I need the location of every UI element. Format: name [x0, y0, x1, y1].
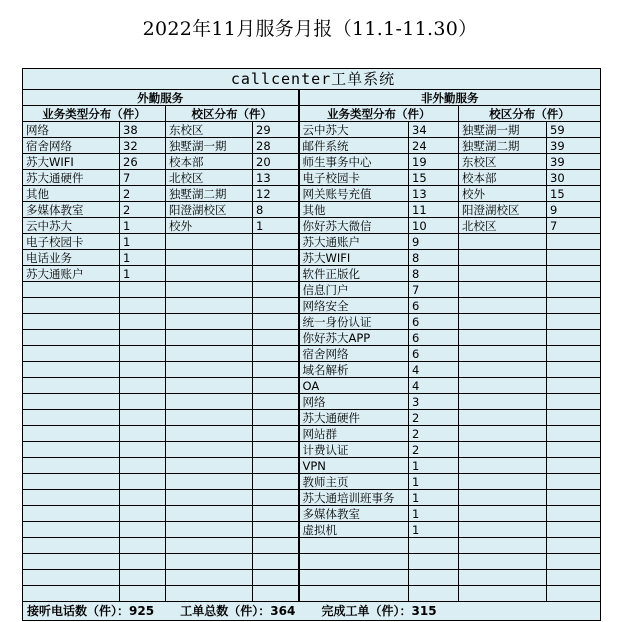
nonfield-campus-count-cell	[547, 522, 601, 538]
nonfield-type-count-cell: 6	[409, 314, 459, 330]
field-campus-count-cell: 8	[253, 202, 299, 218]
nonfield-campus-count-cell	[547, 330, 601, 346]
field-type-name-cell	[23, 570, 120, 586]
table-row	[23, 570, 601, 586]
field-campus-count-cell	[253, 506, 299, 522]
field-type-name-cell	[23, 458, 120, 474]
field-campus-name-cell: 校外	[166, 218, 253, 234]
field-campus-name-cell	[166, 410, 253, 426]
table-row	[23, 586, 601, 602]
nonfield-type-count-cell: 8	[409, 266, 459, 282]
nonfield-type-count-cell: 6	[409, 346, 459, 362]
field-type-count-cell	[120, 474, 166, 490]
table-row	[23, 394, 601, 410]
field-campus-name-cell	[166, 282, 253, 298]
field-type-count-cell	[120, 394, 166, 410]
nonfield-campus-count-cell	[547, 586, 601, 602]
nonfield-type-count-cell: 6	[409, 298, 459, 314]
field-type-count-cell: 38	[120, 122, 166, 138]
nonfield-campus-count-cell	[547, 570, 601, 586]
field-type-name-cell	[23, 394, 120, 410]
nonfield-campus-name-cell	[459, 282, 547, 298]
column-header-row	[23, 106, 601, 122]
tickets-value: 364	[270, 604, 296, 618]
nonfield-type-name-cell: 苏大通账户	[299, 234, 409, 250]
field-campus-name-cell	[166, 506, 253, 522]
nonfield-type-name-cell: 邮件系统	[299, 138, 409, 154]
nonfield-type-count-cell	[409, 586, 459, 602]
nonfield-type-count-cell: 7	[409, 282, 459, 298]
field-type-name-cell	[23, 442, 120, 458]
nonfield-type-count-cell: 24	[409, 138, 459, 154]
field-type-count-cell: 32	[120, 138, 166, 154]
field-type-count-cell	[120, 378, 166, 394]
table-row	[23, 458, 601, 474]
nonfield-campus-count-cell	[547, 282, 601, 298]
field-campus-count-cell	[253, 586, 299, 602]
field-campus-name-cell	[166, 458, 253, 474]
field-campus-name-cell	[166, 346, 253, 362]
done-label: 完成工单（件）：	[321, 604, 412, 618]
field-campus-name-cell	[166, 298, 253, 314]
field-campus-name-cell	[166, 234, 253, 250]
nonfield-type-count-cell: 2	[409, 410, 459, 426]
nonfield-type-name-cell: OA	[299, 378, 409, 394]
field-type-count-cell	[120, 410, 166, 426]
field-campus-count-cell	[253, 298, 299, 314]
table-row	[23, 122, 601, 138]
field-type-count-cell: 1	[120, 266, 166, 282]
nonfield-type-name-cell: 计费认证	[299, 442, 409, 458]
field-campus-count-cell	[253, 314, 299, 330]
system-title-row	[23, 69, 601, 90]
nonfield-campus-name-cell	[459, 426, 547, 442]
field-type-count-cell: 7	[120, 170, 166, 186]
nonfield-type-name-cell	[299, 586, 409, 602]
nonfield-type-count-cell	[409, 554, 459, 570]
field-campus-count-cell	[253, 282, 299, 298]
field-type-count-cell	[120, 314, 166, 330]
nonfield-type-name-cell: 其他	[299, 202, 409, 218]
field-type-count-cell	[120, 442, 166, 458]
field-campus-name-cell: 独墅湖二期	[166, 186, 253, 202]
field-campus-count-cell	[253, 346, 299, 362]
field-campus-name-cell: 东校区	[166, 122, 253, 138]
nonfield-campus-count-cell	[547, 474, 601, 490]
nonfield-type-count-cell: 6	[409, 330, 459, 346]
field-type-name-cell: 宿舍网络	[23, 138, 120, 154]
field-type-name-cell	[23, 298, 120, 314]
nonfield-campus-name-cell	[459, 330, 547, 346]
field-type-count-cell	[120, 362, 166, 378]
nonfield-campus-count-cell	[547, 506, 601, 522]
table-row	[23, 282, 601, 298]
field-campus-count-cell	[253, 410, 299, 426]
field-campus-name-cell	[166, 554, 253, 570]
table-row	[23, 410, 601, 426]
nonfield-type-name-cell: 苏大WIFI	[299, 250, 409, 266]
nonfield-type-name-cell: 网络安全	[299, 298, 409, 314]
nonfield-type-name-cell: 信息门户	[299, 282, 409, 298]
table-row	[23, 218, 601, 234]
field-campus-name-cell	[166, 474, 253, 490]
field-campus-count-cell: 12	[253, 186, 299, 202]
field-campus-name-cell	[166, 250, 253, 266]
nonfield-campus-name-cell	[459, 250, 547, 266]
nonfield-campus-count-cell	[547, 298, 601, 314]
table-row	[23, 330, 601, 346]
table-row	[23, 490, 601, 506]
field-type-name-cell	[23, 362, 120, 378]
table-row	[23, 186, 601, 202]
nonfield-campus-name-cell	[459, 474, 547, 490]
report-title: 2022年11月服务月报（11.1-11.30）	[142, 18, 478, 40]
nonfield-type-count-cell: 2	[409, 442, 459, 458]
field-campus-name-cell	[166, 266, 253, 282]
nonfield-campus-name-cell: 东校区	[459, 154, 547, 170]
nonfield-campus-name-cell	[459, 458, 547, 474]
field-type-name-cell: 云中苏大	[23, 218, 120, 234]
field-campus-count-cell	[253, 474, 299, 490]
field-campus-name-cell	[166, 586, 253, 602]
nonfield-campus-name-cell	[459, 554, 547, 570]
done-value: 315	[411, 604, 437, 618]
nonfield-type-count-cell: 34	[409, 122, 459, 138]
footer-summary	[23, 602, 601, 621]
field-campus-name-cell	[166, 362, 253, 378]
nonfield-type-name-cell	[299, 538, 409, 554]
nonfield-type-name-cell: 域名解析	[299, 362, 409, 378]
table-row	[23, 378, 601, 394]
nonfield-campus-count-cell	[547, 362, 601, 378]
nonfield-type-count-cell: 2	[409, 426, 459, 442]
field-type-name-cell	[23, 586, 120, 602]
table-row	[23, 154, 601, 170]
field-type-name-cell: 电话业务	[23, 250, 120, 266]
field-campus-count-cell	[253, 266, 299, 282]
field-campus-count-cell	[253, 522, 299, 538]
table-row	[23, 522, 601, 538]
field-campus-name-cell	[166, 314, 253, 330]
field-type-name-cell: 其他	[23, 186, 120, 202]
field-type-count-cell	[120, 570, 166, 586]
nonfield-type-count-cell: 4	[409, 362, 459, 378]
nonfield-type-name-cell: 统一身份认证	[299, 314, 409, 330]
nonfield-campus-count-cell: 15	[547, 186, 601, 202]
field-type-name-cell	[23, 490, 120, 506]
nonfield-campus-name-cell	[459, 298, 547, 314]
table-row	[23, 314, 601, 330]
field-type-header: 业务类型分布（件）	[23, 106, 166, 122]
field-campus-name-cell	[166, 378, 253, 394]
field-campus-count-cell: 20	[253, 154, 299, 170]
nonfield-type-count-cell: 11	[409, 202, 459, 218]
field-type-name-cell	[23, 346, 120, 362]
nonfield-campus-name-cell	[459, 314, 547, 330]
field-type-name-cell	[23, 282, 120, 298]
field-type-name-cell	[23, 506, 120, 522]
field-campus-count-cell	[253, 570, 299, 586]
table-row	[23, 202, 601, 218]
nonfield-campus-name-cell	[459, 586, 547, 602]
nonfield-campus-count-cell	[547, 426, 601, 442]
field-campus-count-cell	[253, 330, 299, 346]
nonfield-type-count-cell	[409, 570, 459, 586]
nonfield-type-name-cell: 你好苏大微信	[299, 218, 409, 234]
nonfield-type-count-cell: 3	[409, 394, 459, 410]
field-campus-count-cell	[253, 458, 299, 474]
nonfield-type-name-cell: 你好苏大APP	[299, 330, 409, 346]
nonfield-type-name-cell: 网站群	[299, 426, 409, 442]
field-type-name-cell: 苏大通硬件	[23, 170, 120, 186]
nonfield-type-name-cell: 教师主页	[299, 474, 409, 490]
nonfield-type-name-cell: 苏大通硬件	[299, 410, 409, 426]
calls-label: 接听电话数（件）：	[27, 604, 130, 618]
nonfield-type-name-cell	[299, 554, 409, 570]
field-type-count-cell	[120, 282, 166, 298]
field-type-count-cell	[120, 490, 166, 506]
nonfield-section-header: 非外勤服务	[299, 90, 601, 106]
nonfield-type-header: 业务类型分布（件）	[299, 106, 459, 122]
nonfield-type-name-cell: 多媒体教室	[299, 506, 409, 522]
field-type-name-cell	[23, 378, 120, 394]
nonfield-campus-count-cell	[547, 266, 601, 282]
field-type-count-cell	[120, 298, 166, 314]
nonfield-campus-count-cell	[547, 234, 601, 250]
field-campus-header: 校区分布（件）	[166, 106, 299, 122]
tickets-label: 工单总数（件）：	[180, 604, 271, 618]
field-type-count-cell	[120, 426, 166, 442]
table-row	[23, 538, 601, 554]
nonfield-type-count-cell: 1	[409, 490, 459, 506]
nonfield-campus-name-cell	[459, 266, 547, 282]
nonfield-type-name-cell	[299, 570, 409, 586]
nonfield-campus-count-cell: 39	[547, 154, 601, 170]
field-type-name-cell	[23, 314, 120, 330]
nonfield-campus-count-cell: 39	[547, 138, 601, 154]
field-campus-name-cell	[166, 442, 253, 458]
field-type-count-cell	[120, 586, 166, 602]
field-campus-name-cell	[166, 330, 253, 346]
nonfield-campus-count-cell	[547, 314, 601, 330]
table-row	[23, 426, 601, 442]
table-row	[23, 474, 601, 490]
nonfield-type-name-cell: 软件正版化	[299, 266, 409, 282]
nonfield-campus-count-cell: 30	[547, 170, 601, 186]
nonfield-campus-name-cell	[459, 570, 547, 586]
nonfield-campus-count-cell: 9	[547, 202, 601, 218]
calls-value: 925	[129, 604, 155, 618]
nonfield-campus-name-cell	[459, 442, 547, 458]
field-campus-name-cell	[166, 538, 253, 554]
table-row	[23, 170, 601, 186]
field-type-count-cell: 2	[120, 186, 166, 202]
nonfield-campus-count-cell	[547, 410, 601, 426]
nonfield-campus-count-cell	[547, 394, 601, 410]
nonfield-campus-count-cell	[547, 554, 601, 570]
field-type-count-cell: 1	[120, 250, 166, 266]
field-type-count-cell	[120, 522, 166, 538]
nonfield-type-name-cell: 苏大通培训班事务	[299, 490, 409, 506]
field-campus-count-cell	[253, 234, 299, 250]
nonfield-type-count-cell: 1	[409, 458, 459, 474]
nonfield-campus-name-cell	[459, 410, 547, 426]
nonfield-campus-header: 校区分布（件）	[459, 106, 601, 122]
field-campus-count-cell	[253, 362, 299, 378]
table-row	[23, 346, 601, 362]
nonfield-campus-name-cell	[459, 394, 547, 410]
field-type-name-cell	[23, 330, 120, 346]
nonfield-campus-name-cell: 独墅湖二期	[459, 138, 547, 154]
field-type-name-cell: 网络	[23, 122, 120, 138]
nonfield-campus-name-cell: 校本部	[459, 170, 547, 186]
field-type-count-cell	[120, 346, 166, 362]
field-type-count-cell	[120, 554, 166, 570]
table-row	[23, 266, 601, 282]
nonfield-campus-count-cell	[547, 538, 601, 554]
nonfield-campus-count-cell	[547, 490, 601, 506]
nonfield-campus-name-cell	[459, 378, 547, 394]
nonfield-campus-name-cell	[459, 538, 547, 554]
table-row	[23, 298, 601, 314]
nonfield-type-name-cell: 宿舍网络	[299, 346, 409, 362]
field-campus-name-cell	[166, 490, 253, 506]
field-type-count-cell	[120, 538, 166, 554]
field-type-name-cell	[23, 538, 120, 554]
field-campus-name-cell	[166, 570, 253, 586]
field-type-name-cell	[23, 426, 120, 442]
field-campus-count-cell	[253, 394, 299, 410]
field-type-count-cell	[120, 506, 166, 522]
nonfield-type-count-cell	[409, 538, 459, 554]
table-row	[23, 250, 601, 266]
nonfield-campus-name-cell	[459, 346, 547, 362]
report-table	[22, 68, 601, 621]
nonfield-campus-name-cell: 北校区	[459, 218, 547, 234]
nonfield-type-count-cell: 4	[409, 378, 459, 394]
nonfield-campus-name-cell	[459, 506, 547, 522]
nonfield-type-name-cell: 云中苏大	[299, 122, 409, 138]
nonfield-type-name-cell: 网络	[299, 394, 409, 410]
field-campus-name-cell: 阳澄湖校区	[166, 202, 253, 218]
field-type-name-cell: 苏大WIFI	[23, 154, 120, 170]
nonfield-campus-count-cell	[547, 346, 601, 362]
field-type-name-cell	[23, 410, 120, 426]
nonfield-campus-count-cell	[547, 250, 601, 266]
field-campus-name-cell	[166, 426, 253, 442]
table-row	[23, 362, 601, 378]
field-campus-count-cell	[253, 490, 299, 506]
field-type-name-cell: 苏大通账户	[23, 266, 120, 282]
nonfield-campus-count-cell	[547, 378, 601, 394]
nonfield-campus-name-cell: 阳澄湖校区	[459, 202, 547, 218]
table-row	[23, 554, 601, 570]
field-campus-name-cell	[166, 522, 253, 538]
field-campus-count-cell	[253, 378, 299, 394]
nonfield-type-name-cell: VPN	[299, 458, 409, 474]
field-campus-count-cell	[253, 538, 299, 554]
nonfield-type-count-cell: 15	[409, 170, 459, 186]
field-campus-name-cell	[166, 394, 253, 410]
nonfield-campus-name-cell	[459, 234, 547, 250]
table-row	[23, 234, 601, 250]
nonfield-campus-name-cell: 校外	[459, 186, 547, 202]
nonfield-type-count-cell: 8	[409, 250, 459, 266]
nonfield-campus-count-cell	[547, 442, 601, 458]
nonfield-type-count-cell: 1	[409, 522, 459, 538]
field-campus-count-cell	[253, 442, 299, 458]
field-campus-count-cell: 1	[253, 218, 299, 234]
field-campus-count-cell: 13	[253, 170, 299, 186]
nonfield-type-name-cell: 虚拟机	[299, 522, 409, 538]
field-campus-count-cell	[253, 426, 299, 442]
field-type-name-cell: 电子校园卡	[23, 234, 120, 250]
field-type-name-cell	[23, 522, 120, 538]
field-type-count-cell	[120, 330, 166, 346]
nonfield-type-count-cell: 19	[409, 154, 459, 170]
table-row	[23, 506, 601, 522]
section-row	[23, 90, 601, 106]
field-type-count-cell: 1	[120, 218, 166, 234]
field-campus-count-cell	[253, 554, 299, 570]
nonfield-type-count-cell: 9	[409, 234, 459, 250]
nonfield-type-count-cell: 10	[409, 218, 459, 234]
field-campus-name-cell: 独墅湖一期	[166, 138, 253, 154]
nonfield-type-name-cell: 师生事务中心	[299, 154, 409, 170]
field-type-name-cell	[23, 474, 120, 490]
field-campus-name-cell: 北校区	[166, 170, 253, 186]
nonfield-campus-count-cell	[547, 458, 601, 474]
nonfield-campus-name-cell	[459, 362, 547, 378]
nonfield-campus-count-cell: 59	[547, 122, 601, 138]
field-type-name-cell: 多媒体教室	[23, 202, 120, 218]
nonfield-type-name-cell: 电子校园卡	[299, 170, 409, 186]
field-section-header: 外勤服务	[23, 90, 299, 106]
field-campus-count-cell: 28	[253, 138, 299, 154]
nonfield-type-name-cell: 网关账号充值	[299, 186, 409, 202]
field-campus-count-cell	[253, 250, 299, 266]
table-row	[23, 138, 601, 154]
field-campus-count-cell: 29	[253, 122, 299, 138]
nonfield-type-count-cell: 1	[409, 474, 459, 490]
field-campus-name-cell: 校本部	[166, 154, 253, 170]
table-row	[23, 442, 601, 458]
nonfield-campus-count-cell: 7	[547, 218, 601, 234]
field-type-count-cell: 26	[120, 154, 166, 170]
field-type-count-cell: 1	[120, 234, 166, 250]
nonfield-campus-name-cell: 独墅湖一期	[459, 122, 547, 138]
nonfield-campus-name-cell	[459, 522, 547, 538]
footer-row	[23, 602, 601, 621]
field-type-count-cell: 2	[120, 202, 166, 218]
system-title: callcenter工单系统	[23, 69, 601, 90]
nonfield-type-count-cell: 1	[409, 506, 459, 522]
field-type-name-cell	[23, 554, 120, 570]
nonfield-type-count-cell: 13	[409, 186, 459, 202]
field-type-count-cell	[120, 458, 166, 474]
nonfield-campus-name-cell	[459, 490, 547, 506]
